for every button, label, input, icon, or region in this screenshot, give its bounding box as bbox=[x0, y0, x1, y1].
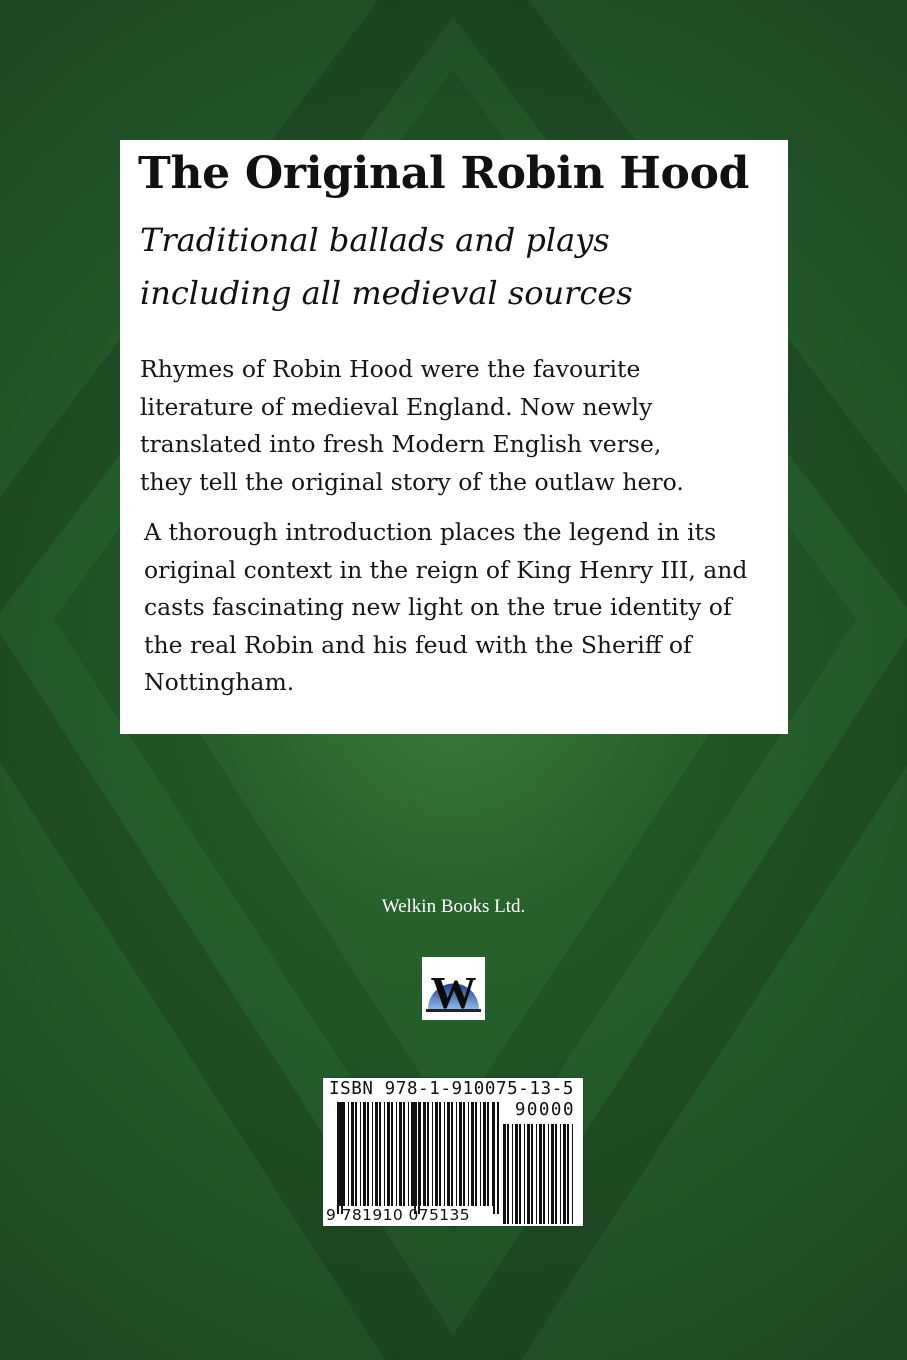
barcode-bar bbox=[408, 1102, 409, 1206]
book-title: The Original Robin Hood bbox=[138, 148, 750, 199]
barcode-bar bbox=[432, 1102, 433, 1206]
logo-letter: W bbox=[430, 967, 477, 1018]
barcode-bar bbox=[396, 1102, 397, 1206]
barcode-bar bbox=[363, 1102, 366, 1206]
publisher-logo bbox=[422, 957, 485, 1020]
barcode-bar bbox=[403, 1102, 405, 1206]
barcode-bar bbox=[435, 1102, 438, 1206]
barcode-bar bbox=[387, 1102, 390, 1206]
barcode-bar bbox=[560, 1124, 561, 1224]
barcode-guard-bar bbox=[341, 1102, 343, 1214]
barcode-bar bbox=[567, 1124, 569, 1224]
barcode-bar bbox=[447, 1102, 450, 1206]
barcode-bar bbox=[456, 1102, 457, 1206]
barcode-bar bbox=[515, 1124, 518, 1224]
barcode-bar bbox=[475, 1102, 477, 1206]
barcode-guard-bar bbox=[493, 1102, 495, 1214]
isbn-barcode bbox=[323, 1078, 583, 1226]
blurb-paragraph: A thorough introduction places the legend in its original context in the reign of King Henry III, and casts fascinating new light on the true identity of the real Robin and his feud with the Sheriff of Nottingham. bbox=[144, 518, 748, 696]
welkin-logo-icon bbox=[422, 957, 485, 1020]
barcode-bar bbox=[539, 1124, 542, 1224]
barcode-bar bbox=[343, 1102, 345, 1206]
barcode-bar bbox=[348, 1102, 349, 1206]
barcode-bar bbox=[531, 1124, 533, 1224]
price-code: 90000 bbox=[514, 1100, 575, 1120]
barcode-bar bbox=[503, 1124, 506, 1224]
barcode-bar bbox=[463, 1102, 465, 1206]
barcode-bar bbox=[423, 1102, 426, 1206]
barcode-bar bbox=[459, 1102, 462, 1206]
publisher-name: Welkin Books Ltd. bbox=[381, 896, 526, 917]
blurb-paragraph: Rhymes of Robin Hood were the favourite literature of medieval England. Now newly translated into fresh Modern English verse, they tell the original story of the outlaw hero. bbox=[140, 355, 684, 496]
blurb-panel bbox=[120, 140, 788, 734]
barcode-bar bbox=[427, 1102, 429, 1206]
barcode-bar bbox=[480, 1102, 481, 1206]
barcode-bar bbox=[512, 1124, 513, 1224]
barcode-bar bbox=[375, 1102, 378, 1206]
barcode-bar bbox=[471, 1102, 474, 1206]
barcode-bar bbox=[483, 1102, 486, 1206]
barcode-bar bbox=[548, 1124, 549, 1224]
barcode-bar bbox=[527, 1124, 530, 1224]
barcode-guard-bar bbox=[497, 1102, 499, 1214]
barcode-bar bbox=[411, 1102, 414, 1206]
barcode-bar bbox=[487, 1102, 489, 1206]
barcode-bar bbox=[492, 1102, 493, 1206]
barcode-bar bbox=[420, 1102, 421, 1206]
barcode-bar bbox=[524, 1124, 525, 1224]
barcode-guard-bar bbox=[414, 1102, 416, 1214]
barcode-bar bbox=[451, 1102, 453, 1206]
barcode-bar bbox=[543, 1124, 545, 1224]
barcode-guard-bar bbox=[418, 1102, 420, 1214]
book-subtitle: Traditional ballads and plays including all medieval sources bbox=[140, 221, 633, 312]
barcode-bar bbox=[384, 1102, 385, 1206]
barcode-bar bbox=[379, 1102, 381, 1206]
barcode-bar bbox=[519, 1124, 521, 1224]
barcode-bar bbox=[360, 1102, 361, 1206]
barcode-bar bbox=[507, 1124, 509, 1224]
barcode-bar bbox=[439, 1102, 441, 1206]
barcode-guard-bar bbox=[337, 1102, 339, 1214]
barcode-bar bbox=[367, 1102, 369, 1206]
ean-digits: 9 781910 075135 bbox=[326, 1206, 471, 1224]
barcode-bar bbox=[351, 1102, 354, 1206]
barcode-bar bbox=[555, 1124, 557, 1224]
barcode-bar bbox=[572, 1124, 573, 1224]
barcode-bar bbox=[536, 1124, 537, 1224]
isbn-text: ISBN 978-1-910075-13-5 bbox=[329, 1079, 574, 1099]
barcode-bar bbox=[355, 1102, 357, 1206]
barcode-bar bbox=[444, 1102, 445, 1206]
barcode-bar bbox=[391, 1102, 393, 1206]
barcode-bar bbox=[468, 1102, 469, 1206]
barcode-bar bbox=[372, 1102, 373, 1206]
barcode-bar bbox=[399, 1102, 402, 1206]
barcode-bar bbox=[563, 1124, 566, 1224]
barcode-bar bbox=[551, 1124, 554, 1224]
